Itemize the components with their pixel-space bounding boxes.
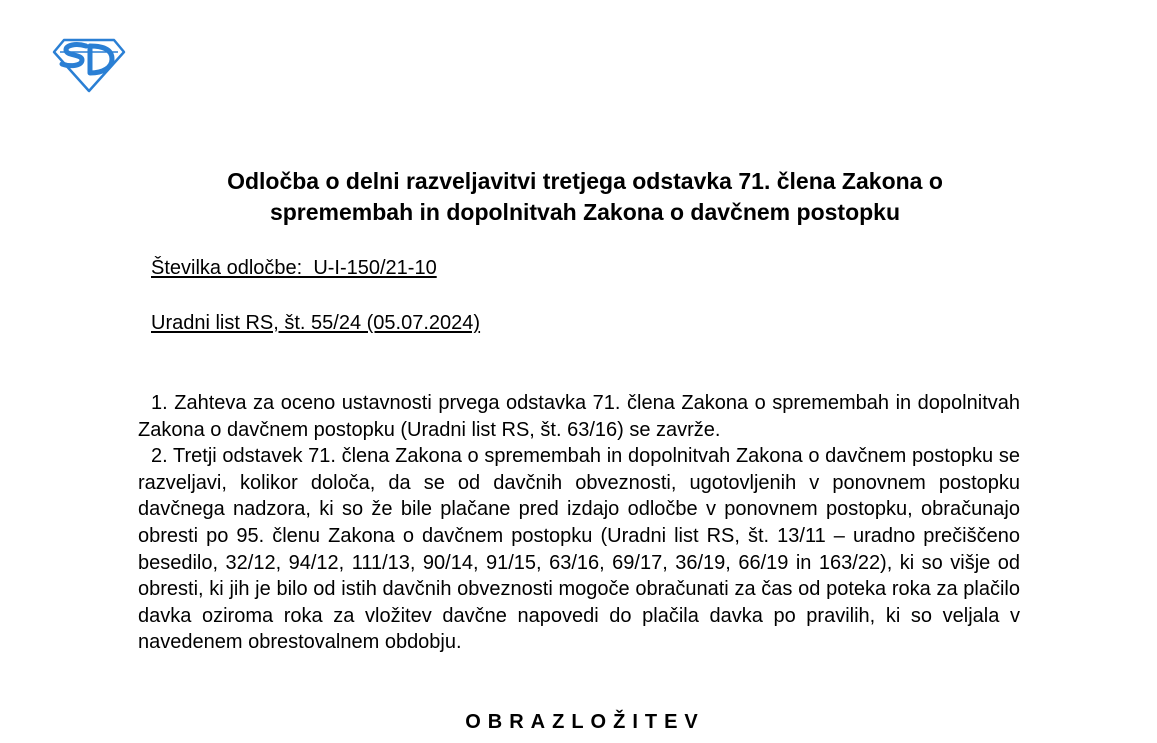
decision-body — [138, 390, 1020, 656]
document-title-line-2: spremembah in dopolnitvah Zakona o davčnem postopku — [269, 199, 901, 225]
section-heading-obrazlozitev: OBRAZLOŽITEV — [465, 711, 705, 733]
document-title-line-1: Odločba o delni razveljavitvi tretjega odstavka 71. člena Zakona o — [227, 168, 943, 194]
document-title — [110, 166, 1060, 228]
sd-diamond-logo-icon — [52, 37, 126, 93]
decision-paragraph-1: 1. Zahteva za oceno ustavnosti prvega odstavka 71. člena Zakona o spremembah in dopolnitvah Zakona o davčnem postopku (Uradni list RS, št. 63/16) se zavrže. — [138, 392, 1020, 441]
gazette-reference: Uradni list RS, št. 55/24 (05.07.2024) — [151, 312, 481, 334]
decision-paragraph-2: 2. Tretji odstavek 71. člena Zakona o spremembah in dopolnitvah Zakona o davčnem postopku se razveljavi, kolikor določa, da se od davčnih obveznosti, ugotovljenih v ponovnem postopku davčnega nadzora, ki so že bile plačane pred izdajo odločbe v ponovnem postopku, obračunajo obresti po 95. členu Zakona o davčnem postopku (Uradni list RS, št. 13/11 – uradno prečiščeno besedilo, 32/12, 94/12, 111/13, 90/14, 91/15, 63/16, 69/17, 36/19, 66/19 in 163/22), ki so višje od obresti, ki jih je bilo od istih davčnih obveznosti mogoče obračunati za čas od poteka roka za plačilo davka oziroma roka za vložitev davčne napovedi do plačila davka po pravilih, ki so veljala v navedenem obrestovalnem obdobju. — [138, 445, 1020, 654]
decision-number: Številka odločbe: U-I-150/21-10 — [151, 257, 437, 279]
